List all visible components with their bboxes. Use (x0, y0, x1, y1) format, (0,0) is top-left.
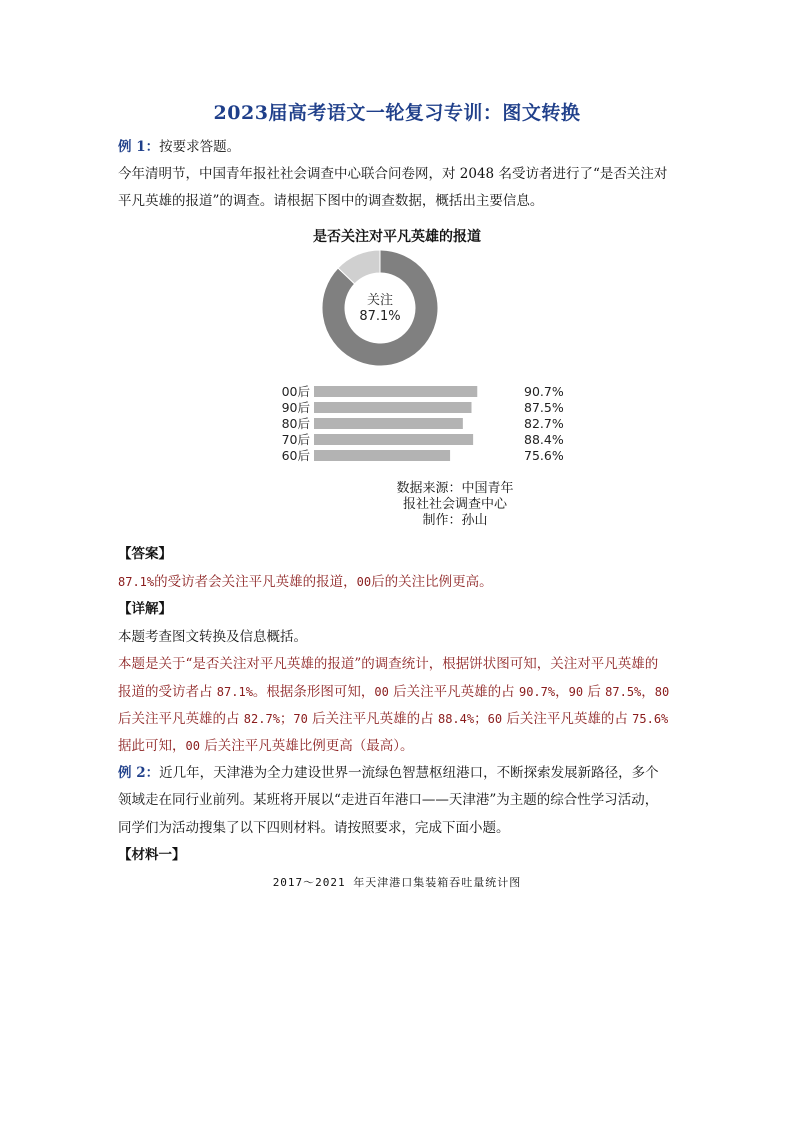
example-2-line-2: 领域走在同行业前列。某班将开展以“走进百年港口——天津港”为主题的综合性学习活动， (118, 792, 659, 808)
detail-value: 82.7% (243, 712, 280, 726)
bar-value-label: 82.7% (524, 416, 564, 431)
detail-text: 后 (583, 684, 606, 700)
detail-line-3 (118, 683, 698, 701)
detail-text: 后关注平凡英雄的占 (502, 711, 633, 727)
donut-center-value: 87.1% (359, 309, 401, 324)
example-1-paragraph-line-1: 今年清明节，中国青年报社社会调查中心联合问卷网，对 2048 名受访者进行了“是否关注对 (118, 166, 668, 182)
source-line-3: 制作：孙山 (422, 513, 488, 528)
detail-value: 87.5% (605, 685, 642, 699)
example-1-prompt: 按要求答题。 (159, 139, 241, 155)
material-1-header: 【材料一】 (118, 847, 186, 863)
detail-value: 70 (293, 712, 308, 726)
example-1-label: 例 1： (118, 139, 160, 155)
detail-text: ； (474, 711, 488, 727)
detail-line-2: 本题是关于“是否关注对平凡英雄的报道”的调查统计，根据饼状图可知，关注对平凡英雄的 (118, 656, 659, 672)
detail-text: ， (555, 684, 569, 700)
example-2-line-1 (118, 764, 698, 782)
bar-category-label: 90后 (281, 400, 310, 415)
detail-value: 00 (374, 685, 389, 699)
source-line-2: 报社社会调查中心 (402, 497, 507, 512)
detail-value: 90 (568, 685, 584, 699)
detail-line-5 (118, 737, 698, 755)
bar (314, 386, 477, 397)
example-1-heading (118, 138, 698, 156)
chart-title: 是否关注对平凡英雄的报道 (313, 229, 481, 245)
detail-header: 【详解】 (118, 601, 172, 617)
source-line-1: 数据来源：中国青年 (396, 481, 514, 496)
bar-value-label: 75.6% (524, 448, 564, 463)
example-1-paragraph-line-2: 平凡英雄的报道”的调查。请根据下图中的调查数据，概括出主要信息。 (118, 193, 544, 209)
detail-text: ， (641, 684, 655, 700)
answer-percent: 87.1% (118, 575, 155, 589)
detail-value: 87.1% (216, 685, 253, 699)
bar (314, 402, 472, 413)
bar-value-label: 88.4% (524, 432, 564, 447)
bar (314, 450, 450, 461)
answer-00: 00 (356, 575, 372, 589)
detail-line-4 (118, 710, 698, 728)
detail-text: 后关注平凡英雄的占 (307, 711, 438, 727)
detail-text: ； (279, 711, 294, 727)
bar-category-label: 00后 (281, 384, 310, 399)
detail-value: 00 (185, 739, 200, 753)
detail-value: 90.7% (518, 685, 556, 699)
detail-value: 60 (487, 712, 503, 726)
survey-chart (270, 240, 564, 472)
detail-value: 80 (654, 685, 670, 699)
bar (314, 418, 463, 429)
donut-center-label: 关注 (366, 293, 394, 308)
bar-category-label: 80后 (281, 416, 310, 431)
detail-value: 88.4% (437, 712, 475, 726)
answer-text (118, 573, 698, 591)
example-2-label: 例 2： (118, 765, 160, 781)
detail-value: 75.6% (632, 712, 669, 726)
answer-mid: 的受访者会关注平凡英雄的报道， (154, 574, 357, 590)
bar (314, 434, 473, 445)
page-title: 2023届高考语文一轮复习专训：图文转换 (213, 102, 581, 124)
detail-text: 后关注平凡英雄的占 (118, 711, 244, 727)
detail-text: 后关注平凡英雄的占 (388, 684, 519, 700)
bar-category-label: 70后 (281, 432, 310, 447)
bar-value-label: 87.5% (524, 400, 564, 415)
detail-text: 报道的受访者占 (118, 684, 217, 700)
answer-end: 后的关注比例更高。 (371, 574, 493, 590)
detail-text: 据此可知， (118, 738, 186, 754)
bar-category-label: 60后 (281, 448, 310, 463)
example-2-line-3: 同学们为活动搜集了以下四则材料。请按照要求，完成下面小题。 (118, 820, 510, 836)
example-2-text: 近几年，天津港为全力建设世界一流绿色智慧枢纽港口，不断探索发展新路径，多个 (159, 765, 659, 781)
donut-chart (322, 250, 438, 366)
answer-header: 【答案】 (118, 546, 172, 562)
bar-chart (282, 384, 564, 463)
detail-text: 。根据条形图可知， (252, 684, 375, 700)
bar-value-label: 90.7% (524, 384, 564, 399)
detail-text: 后关注平凡英雄比例更高（最高）。 (199, 738, 414, 754)
detail-line-1: 本题考查图文转换及信息概括。 (118, 629, 307, 645)
container-chart-title: 2017～2021 年天津港口集装箱吞吐量统计图 (272, 876, 522, 889)
